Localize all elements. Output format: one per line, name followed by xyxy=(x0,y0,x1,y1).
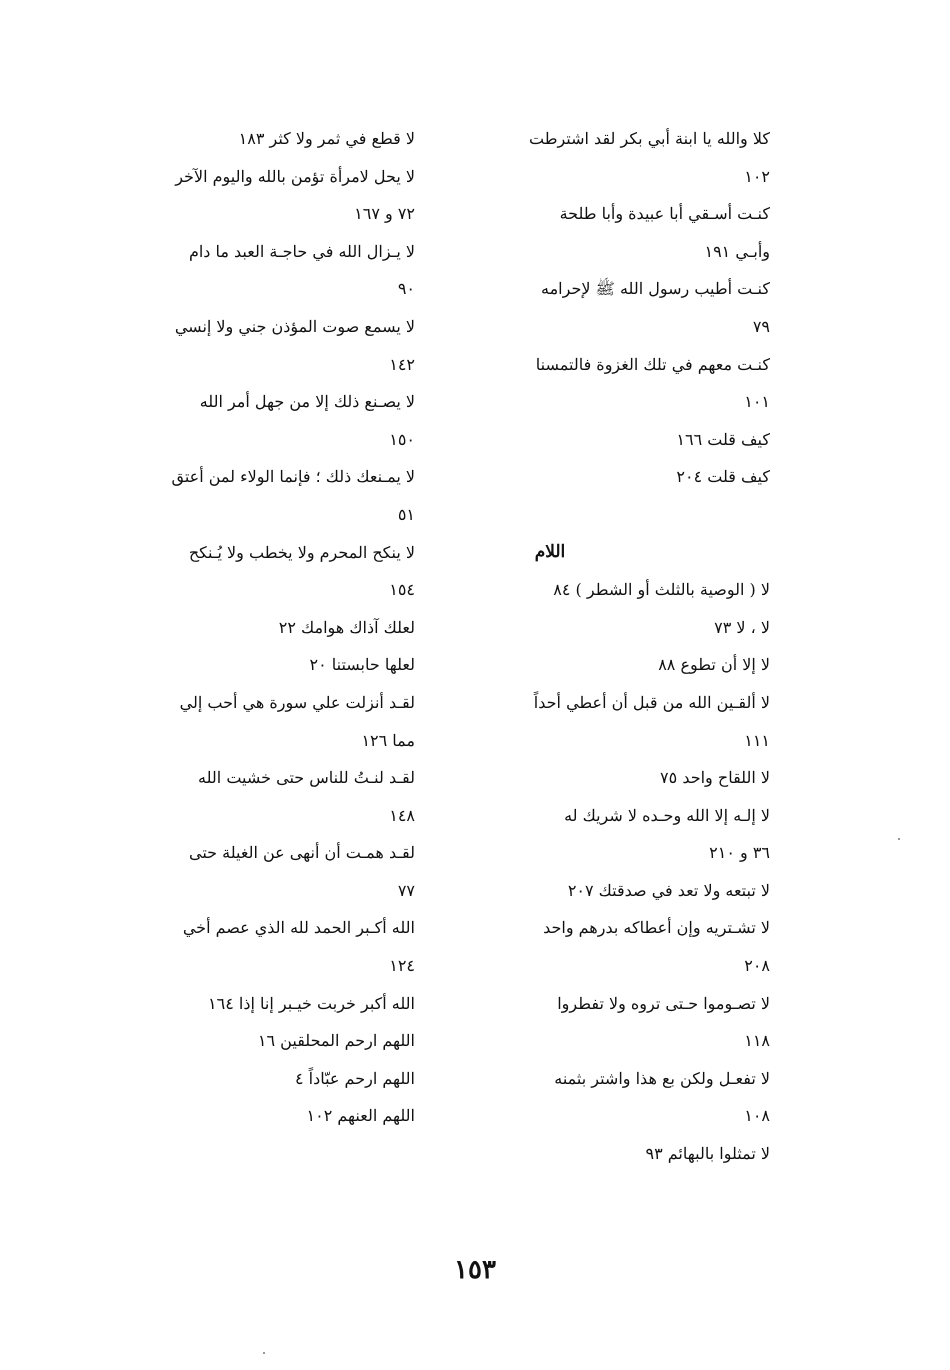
index-entry: لا يحل لامرأة تؤمن بالله واليوم الآخر xyxy=(175,166,415,186)
index-entry: لا ينكح المحرم ولا يخطب ولا يُـنكح xyxy=(188,542,415,562)
index-entry: لا ( الوصية بالثلث أو الشطر ) ٨٤ xyxy=(553,580,770,600)
index-entry: ٧٧ xyxy=(397,880,415,900)
index-entry: الله أكبر خربت خيـبر إنا إذا ١٦٤ xyxy=(208,993,415,1013)
index-entry: ١٥٤ xyxy=(389,580,415,600)
index-entry: لا ، لا ٧٣ xyxy=(714,617,770,637)
index-entry: لعلك آذاك هوامك ٢٢ xyxy=(278,617,415,637)
index-entry: لا يـزال الله في حاجـة العبد ما دام xyxy=(188,241,415,261)
index-entry: لا تفعـل ولكن بع هذا واشتر بثمنه xyxy=(554,1068,770,1088)
scan-speck xyxy=(263,1352,265,1354)
index-entry: لا ألقـين الله من قبل أن أعطي أحداً xyxy=(533,692,770,712)
index-entry: ٧٩ xyxy=(752,316,770,336)
index-entry: ١٢٤ xyxy=(389,956,415,976)
index-entry: وأبـي ١٩١ xyxy=(704,241,770,261)
index-entry: كيف قلت ٢٠٤ xyxy=(676,467,770,487)
index-entry: ١٠٢ xyxy=(744,166,770,186)
index-entry: ١١٨ xyxy=(744,1031,770,1051)
index-entry: لا تشـتريه وإن أعطاكه بدرهم واحد xyxy=(543,918,770,938)
index-entry: ٧٢ و ١٦٧ xyxy=(354,204,415,224)
index-entry: ١٤٨ xyxy=(389,805,415,825)
section-heading: اللام xyxy=(534,541,566,562)
index-entry: ١٤٢ xyxy=(389,354,415,374)
index-entry: ٣٦ و ٢١٠ xyxy=(709,843,770,863)
index-entry: كيف قلت ١٦٦ xyxy=(676,429,770,449)
index-entry: كنـت أطيب رسول الله ﷺ لإحرامه xyxy=(541,279,770,299)
page-number: ١٥٣ xyxy=(454,1255,496,1285)
index-entry: لعلها حابستنا ٢٠ xyxy=(309,655,415,675)
index-entry: لا إلـه إلا الله وحـده لا شريك له xyxy=(564,805,770,825)
scan-speck xyxy=(898,838,900,840)
index-entry: كنـت معهم في تلك الغزوة فالتمسنا xyxy=(535,354,770,374)
index-entry: لا تصـوموا حـتى تروه ولا تفطروا xyxy=(557,993,770,1013)
index-entry: لا اللقاح واحد ٧٥ xyxy=(660,768,770,788)
index-entry: لا تمثلوا بالبهائم ٩٣ xyxy=(645,1144,770,1164)
index-entry: لقـد لنـتُ للناس حتى خشيت الله xyxy=(198,768,415,788)
index-entry: لا يسمع صوت المؤذن جني ولا إنسي xyxy=(174,316,415,336)
index-entry: ٢٠٨ xyxy=(744,956,770,976)
index-entry: لا تبتعه ولا تعد في صدقتك ٢٠٧ xyxy=(567,880,770,900)
index-entry: ١٠١ xyxy=(744,392,770,412)
index-entry: لقـد همـت أن أنهى عن الغيلة حتى xyxy=(189,843,415,863)
index-entry: كلا والله يا ابنة أبي بكر لقد اشترطت xyxy=(529,129,770,148)
index-entry: لا إلا أن تطوع ٨٨ xyxy=(658,655,770,675)
index-entry: ١٥٠ xyxy=(389,429,415,449)
index-entry: اللهم ارحم عبّاداً ٤ xyxy=(294,1068,415,1088)
index-entry: ٩٠ xyxy=(397,279,415,299)
index-entry: لا يمـنعك ذلك ؛ فإنما الولاء لمن أعتق xyxy=(171,467,415,487)
index-entry: ١٠٨ xyxy=(744,1106,770,1126)
index-entry: الله أكـبر الحمد لله الذي عصم أخي xyxy=(182,918,415,938)
index-entry: لا قطع في ثمر ولا كثر ١٨٣ xyxy=(238,129,415,148)
index-entry: لا يصـنع ذلك إلا من جهل أمر الله xyxy=(199,392,415,412)
index-entry: مما ١٢٦ xyxy=(361,730,415,750)
index-entry: ٥١ xyxy=(397,504,415,524)
left-column xyxy=(145,120,415,1135)
index-entry: لقـد أنزلت علي سورة هي أحب إلي xyxy=(179,692,415,712)
index-entry: اللهم العنهم ١٠٢ xyxy=(306,1106,415,1126)
index-entry: اللهم ارحم المحلقين ١٦ xyxy=(257,1031,415,1051)
right-column xyxy=(510,120,770,1173)
index-entry: ١١١ xyxy=(744,730,770,750)
index-entry: كنـت أسـقي أبا عبيدة وأبا طلحة xyxy=(559,204,770,224)
